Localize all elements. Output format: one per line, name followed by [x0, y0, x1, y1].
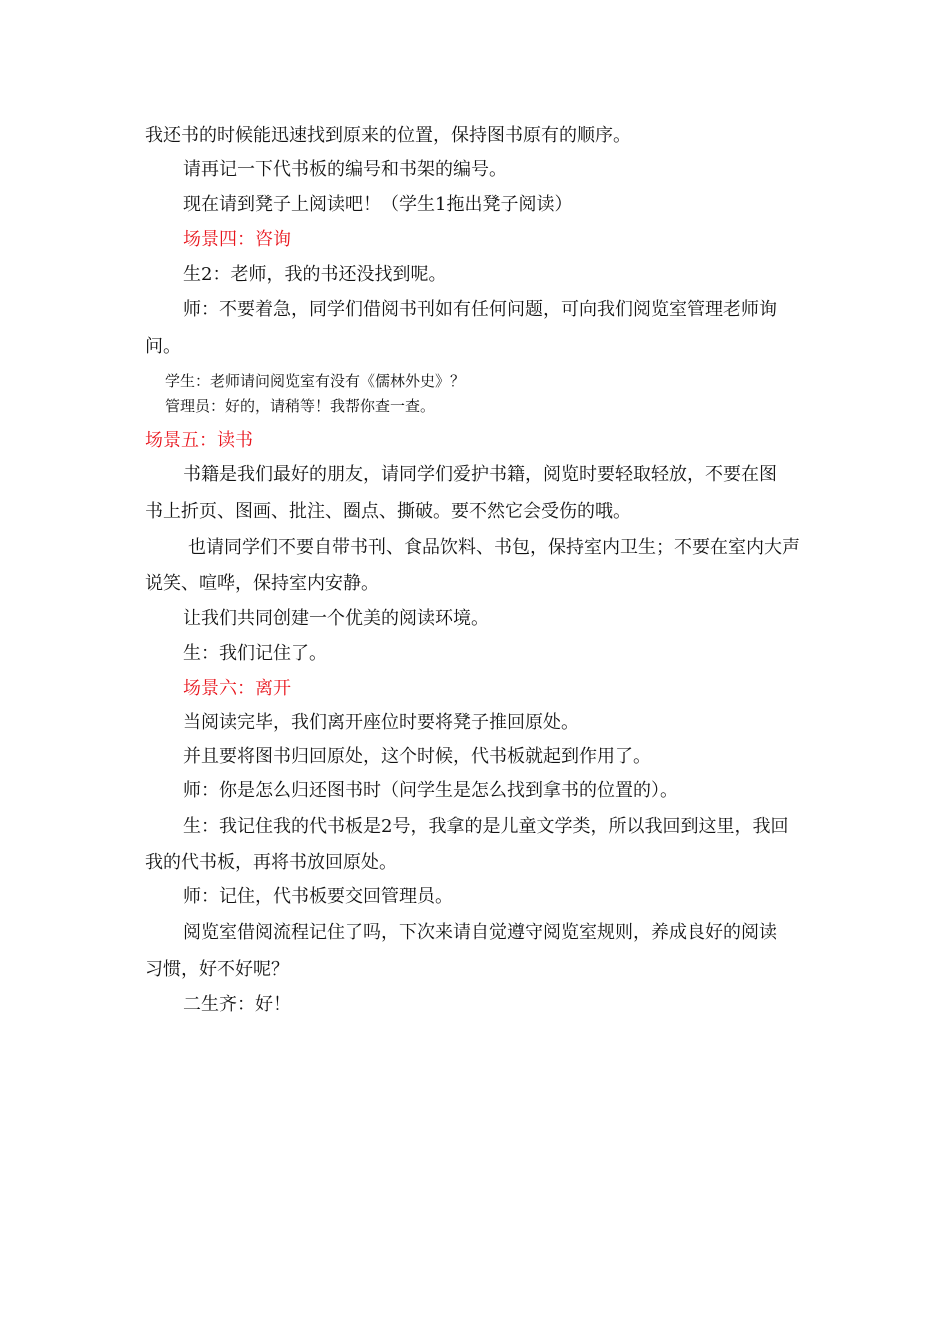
text-line: 我的代书板，再将书放回原处。	[145, 852, 397, 873]
text-line: 现在请到凳子上阅读吧！（学生1拖出凳子阅读）	[183, 194, 573, 215]
text-line: 请再记一下代书板的编号和书架的编号。	[183, 159, 507, 180]
text-line: 师：记住，代书板要交回管理员。	[183, 886, 453, 907]
text-line: 也请同学们不要自带书刊、食品饮料、书包，保持室内卫生；不要在室内大声	[188, 537, 800, 558]
scene-heading: 场景六：离开	[183, 678, 291, 699]
text-line: 生2：老师，我的书还没找到呢。	[183, 264, 447, 285]
text-line: 书籍是我们最好的朋友，请同学们爱护书籍，阅览时要轻取轻放，不要在图	[183, 464, 777, 485]
text-line: 我还书的时候能迅速找到原来的位置，保持图书原有的顺序。	[145, 125, 631, 146]
text-line: 阅览室借阅流程记住了吗，下次来请自觉遵守阅览室规则，养成良好的阅读	[183, 922, 777, 943]
text-line: 管理员：好的，请稍等！我帮你查一查。	[165, 397, 436, 415]
text-line: 说笑、喧哗，保持室内安静。	[145, 573, 379, 594]
text-line: 问。	[145, 336, 181, 357]
text-line: 让我们共同创建一个优美的阅读环境。	[183, 608, 489, 629]
text-line: 当阅读完毕，我们离开座位时要将凳子推回原处。	[183, 712, 579, 733]
scene-heading: 场景五：读书	[145, 430, 253, 451]
text-line: 师：不要着急，同学们借阅书刊如有任何问题，可向我们阅览室管理老师询	[183, 299, 777, 320]
text-line: 并且要将图书归回原处，这个时候，代书板就起到作用了。	[183, 746, 651, 767]
text-line: 二生齐：好！	[183, 994, 291, 1015]
text-line: 习惯，好不好呢？	[145, 959, 289, 980]
text-line: 生：我们记住了。	[183, 643, 327, 664]
text-line: 学生：老师请问阅览室有没有《儒林外史》？	[165, 372, 466, 390]
text-line: 生：我记住我的代书板是2号，我拿的是儿童文学类，所以我回到这里，我回	[183, 816, 789, 837]
text-line: 书上折页、图画、批注、圈点、撕破。要不然它会受伤的哦。	[145, 501, 631, 522]
text-line: 师：你是怎么归还图书时（问学生是怎么找到拿书的位置的）。	[183, 780, 678, 801]
scene-heading: 场景四：咨询	[183, 229, 291, 250]
